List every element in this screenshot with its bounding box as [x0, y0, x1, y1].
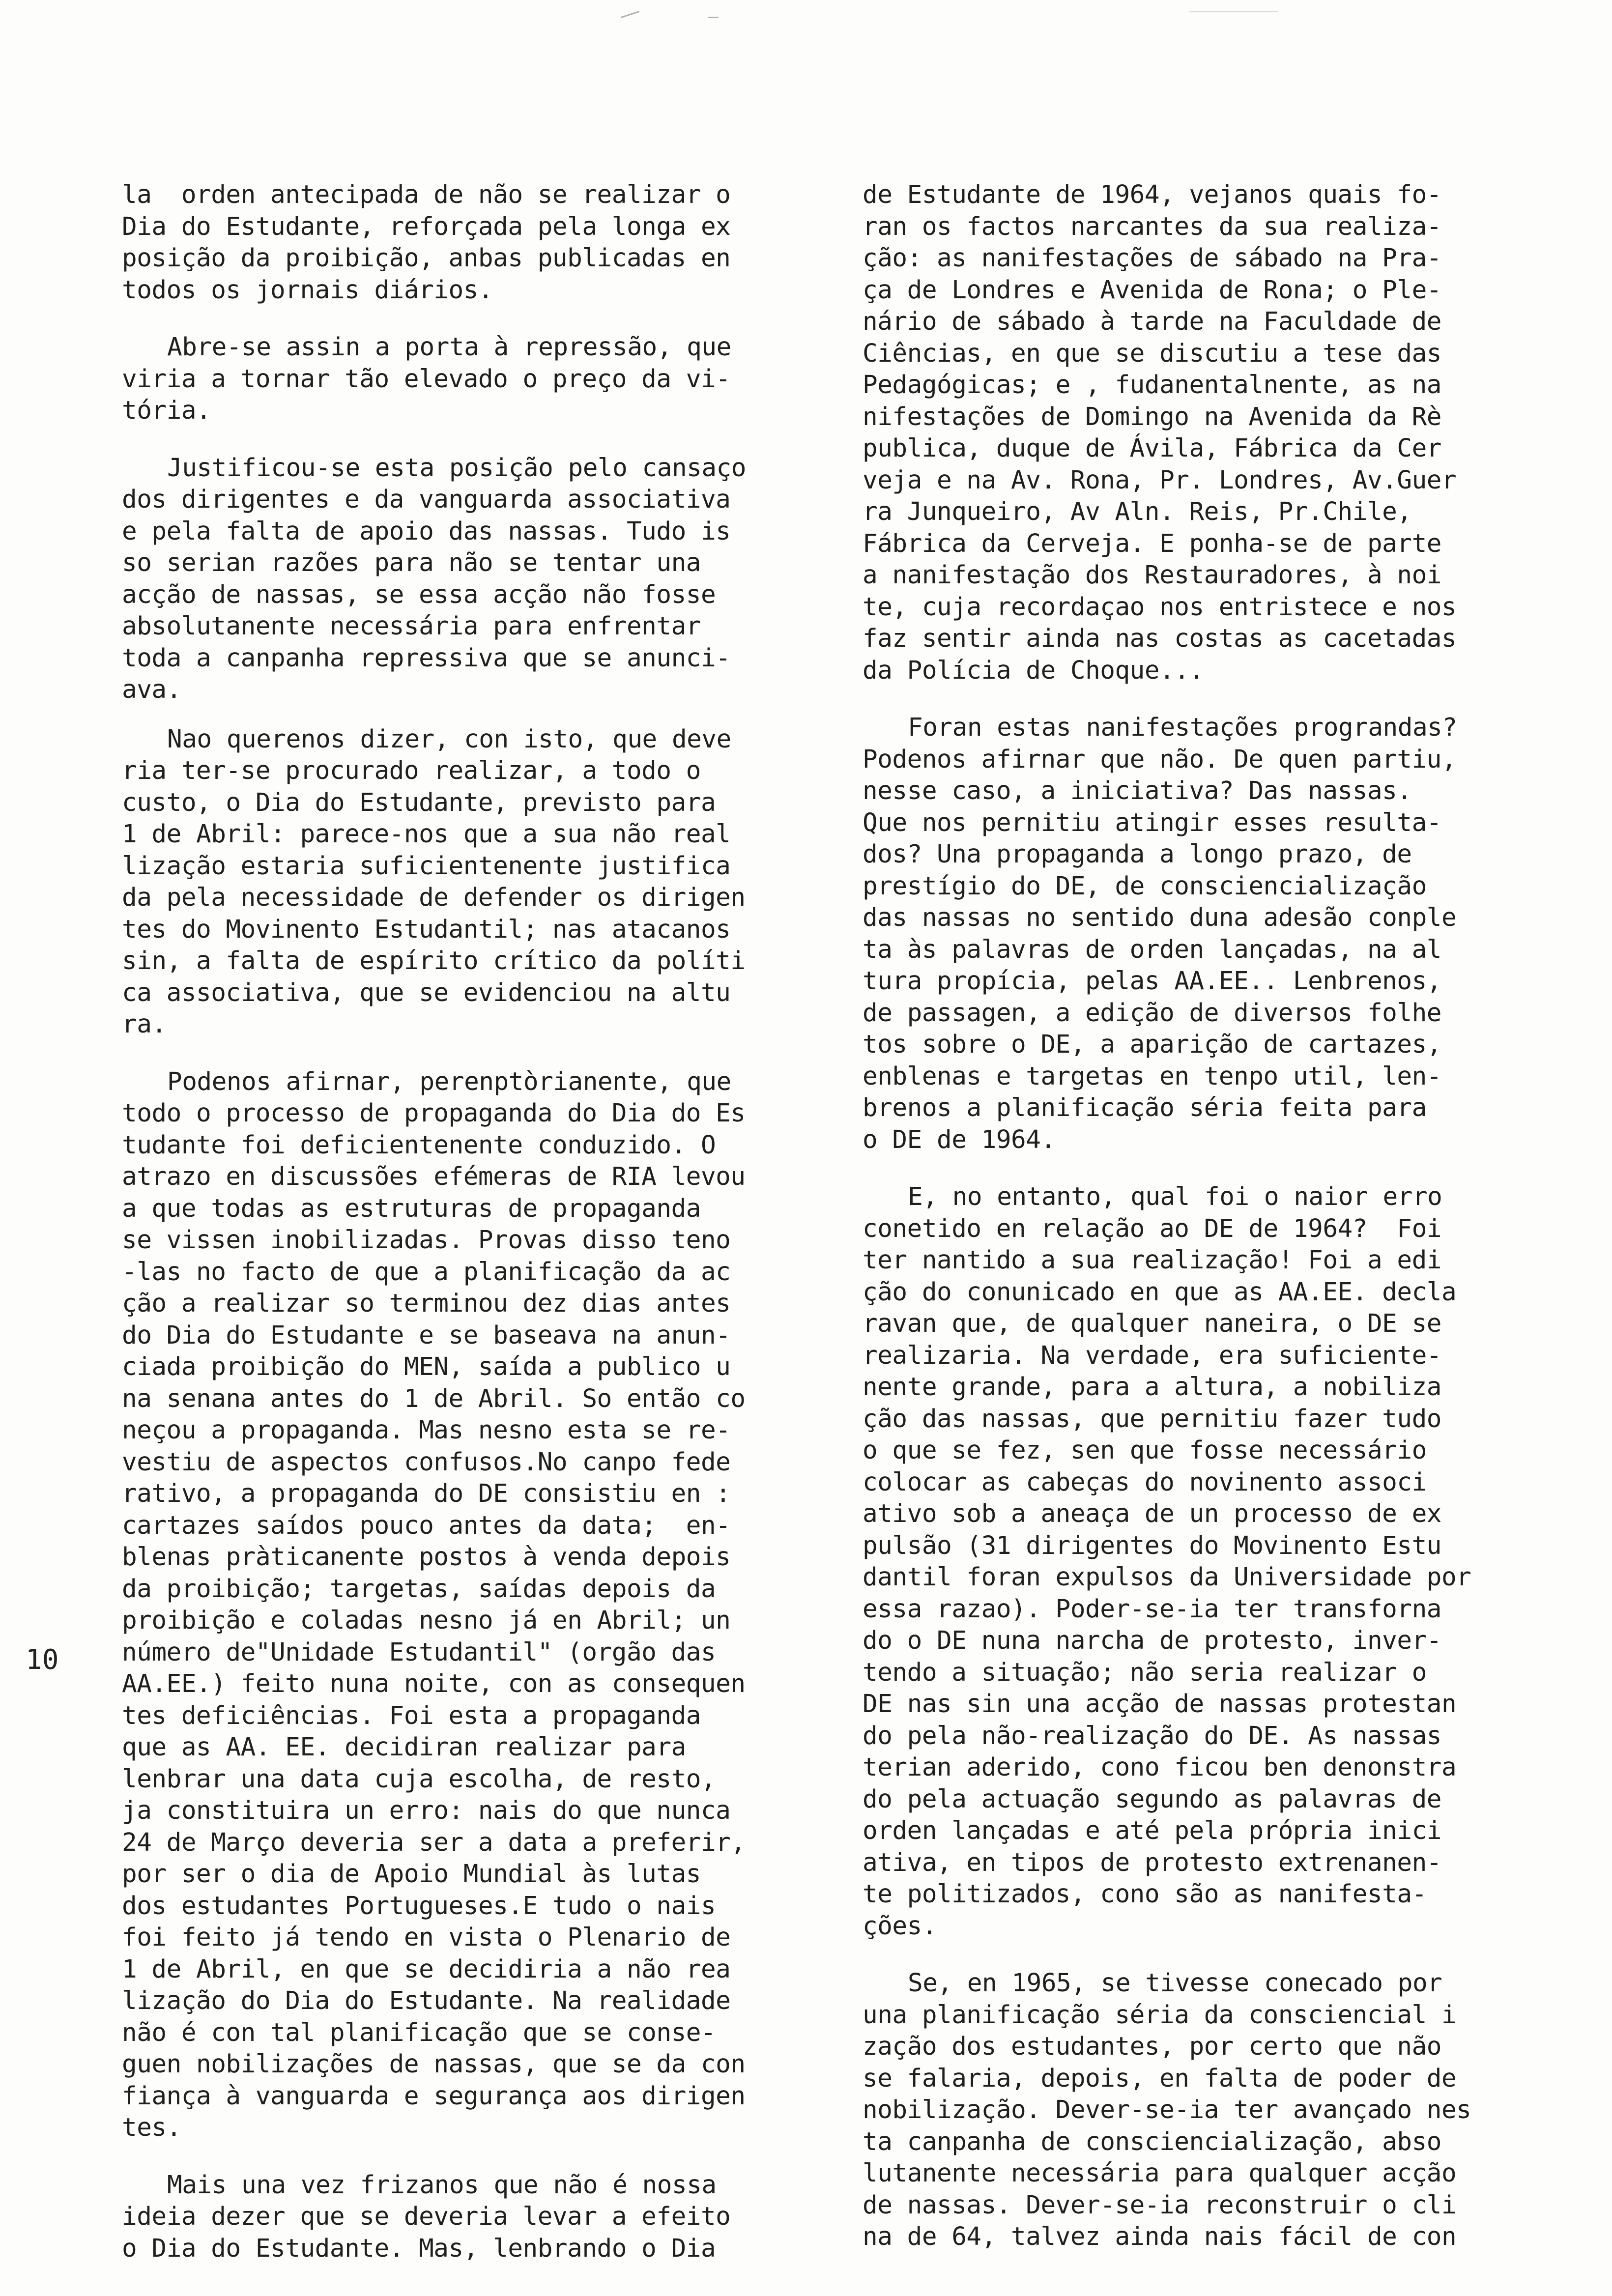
text-line: número de"Unidade Estudantil" (orgão das — [122, 1637, 716, 1667]
text-line: do Dia do Estudante e se baseava na anun- — [122, 1320, 731, 1350]
paragraph-gap — [122, 2144, 746, 2170]
paragraph-gap — [122, 306, 746, 332]
paragraph — [863, 1968, 1487, 2253]
text-line: rativo, a propaganda do DE consistiu en : — [122, 1479, 731, 1508]
text-line: fiança à vanguarda e segurança aos dirigen — [122, 2081, 746, 2111]
text-line: não é con tal planificação que se conse- — [122, 2018, 716, 2047]
text-line: da pela necessidade de defender os dirigen — [122, 883, 746, 912]
text-line: a que todas as estruturas de propaganda — [122, 1194, 701, 1223]
text-line: custo, o Dia do Estudante, previsto para — [122, 788, 716, 817]
paragraph — [122, 179, 746, 306]
text-line: lenbrar una data cuja escolha, de resto, — [122, 1764, 716, 1794]
text-line: Foran estas nanifestações prograndas? — [908, 713, 1457, 742]
text-line: ativo sob a aneaça de un processo de ex — [863, 1499, 1441, 1528]
text-line: de nassas. Dever-se-ia reconstruir o cli — [863, 2190, 1457, 2220]
text-line: la orden antecipada de não se realizar o — [122, 180, 731, 209]
scan-mark — [621, 11, 640, 18]
paragraph — [122, 453, 746, 706]
paragraph — [122, 2170, 746, 2265]
paragraph — [122, 1066, 746, 2144]
text-line: terian aderido, cono ficou ben denonstra — [863, 1753, 1457, 1782]
text-line: te politizados, cono são as nanifesta- — [863, 1880, 1427, 1909]
text-line: ran os factos narcantes da sua realiza- — [863, 212, 1441, 241]
text-line: dos estudantes Portugueses.E tudo o nais — [122, 1891, 716, 1921]
scan-mark — [1189, 11, 1278, 12]
paragraph-gap — [863, 1942, 1487, 1968]
text-line: enblenas e targetas en tenpo util, len- — [863, 1062, 1441, 1091]
text-line: o DE de 1964. — [863, 1125, 1056, 1154]
text-line: prestígio do DE, de consciencialização — [863, 871, 1427, 901]
text-line: dos dirigentes e da vanguarda associativa — [122, 485, 731, 514]
text-line: do pela actuação segundo as palavras de — [863, 1784, 1441, 1814]
text-line: veja e na Av. Rona, Pr. Londres, Av.Guer — [863, 465, 1457, 495]
text-line: nário de sábado à tarde na Faculdade de — [863, 307, 1441, 336]
text-line: Abre-se assin a porta à repressão, que — [167, 333, 731, 362]
page-number: 10 — [26, 1644, 59, 1676]
text-line: lutanente necessária para qualquer acção — [863, 2159, 1457, 2188]
text-line: -las no facto de que a planificação da ac — [122, 1257, 731, 1287]
text-line: se vissen inobilizadas. Provas disso teno — [122, 1226, 731, 1255]
text-line: tudante foi deficientenente conduzido. O — [122, 1130, 716, 1160]
text-line: Mais una vez frizanos que não é nossa — [167, 2170, 717, 2200]
text-line: publica, duque de Ávila, Fábrica da Cer — [863, 434, 1441, 463]
text-line: ça de Londres e Avenida de Rona; o Ple- — [863, 275, 1441, 305]
text-line: tura propícia, pelas AA.EE.. Lenbrenos, — [863, 967, 1441, 996]
text-line: na de 64, talvez ainda nais fácil de con — [863, 2222, 1457, 2251]
text-line: Justificou-se esta posição pelo cansaço — [167, 453, 746, 483]
text-line: faz sentir ainda nas costas as cacetadas — [863, 624, 1457, 653]
text-line: tória. — [122, 396, 211, 425]
text-line: absolutanente necessária para enfrentar — [122, 612, 701, 641]
text-line: toda a canpanha repressiva que se anunci- — [122, 643, 731, 673]
text-line: realizaria. Na verdade, era suficiente- — [863, 1341, 1441, 1370]
text-line: tes deficiências. Foi esta a propaganda — [122, 1701, 701, 1730]
text-line: na senana antes do 1 de Abril. So então co — [122, 1384, 746, 1413]
text-line: ções. — [863, 1911, 937, 1941]
text-line: 1 de Abril: parece-nos que a sua não real — [122, 820, 731, 849]
text-line: foi feito já tendo en vista o Plenario de — [122, 1923, 731, 1952]
text-line: atrazo en discussões efémeras de RIA levou — [122, 1162, 746, 1191]
text-line: vestiu de aspectos confusos.No canpo fede — [122, 1447, 731, 1477]
text-line: zação dos estudantes, por certo que não — [863, 2032, 1441, 2061]
text-line: por ser o dia de Apoio Mundial às lutas — [122, 1860, 701, 1889]
text-line: e pela falta de apoio das nassas. Tudo is — [122, 517, 731, 546]
text-line: ca associativa, que se evidenciou na altu — [122, 978, 731, 1007]
text-line: nifestações de Domingo na Avenida da Rè — [863, 402, 1441, 431]
text-line: posição da proibição, anbas publicadas en — [122, 244, 731, 273]
text-line: guen nobilizações de nassas, que se da con — [122, 2050, 746, 2079]
text-line: 24 de Março deveria ser a data a preferir, — [122, 1828, 746, 1857]
text-line: tes. — [122, 2113, 181, 2142]
text-line: nesse caso, a iniciativa? Das nassas. — [863, 776, 1412, 805]
text-line: proibição e coladas nesno já en Abril; un — [122, 1606, 731, 1635]
text-line: ção a realizar so terminou dez dias antes — [122, 1289, 731, 1318]
text-line: 1 de Abril, en que se decidiria a não rea — [122, 1954, 731, 1984]
text-line: tes do Movinento Estudantil; nas atacanos — [122, 915, 731, 944]
text-line: ta canpanha de consciencialização, abso — [863, 2127, 1441, 2156]
text-line: ria ter-se procurado realizar, a todo o — [122, 756, 701, 785]
text-line: tos sobre o DE, a aparição de cartazes, — [863, 1030, 1441, 1059]
text-line: ra. — [122, 1010, 167, 1039]
text-line: cartazes saídos pouco antes da data; en- — [122, 1511, 731, 1540]
text-line: lização do Dia do Estudante. Na realidade — [122, 1986, 731, 2015]
text-line: todo o processo de propaganda do Dia do Es — [122, 1099, 746, 1128]
text-line: ter nantido a sua realização! Foi a edi — [863, 1246, 1441, 1275]
paragraph-gap — [122, 1041, 746, 1066]
text-line: Pedagógicas; e , fudanentalnente, as na — [863, 371, 1441, 400]
text-line: Podenos afirnar, perenptòrianente, que — [167, 1067, 731, 1096]
text-line: do pela não-realização do DE. As nassas — [863, 1721, 1441, 1751]
paragraph-gap — [863, 687, 1487, 712]
text-line: Dia do Estudante, reforçada pela longa ex — [122, 212, 731, 241]
text-line: Que nos pernitiu atingir esses resulta- — [863, 808, 1441, 837]
text-line: ra Junqueiro, Av Aln. Reis, Pr.Chile, — [863, 497, 1412, 526]
text-line: Ciências, en que se discutiu a tese das — [863, 339, 1441, 368]
text-line: colocar as cabeças do novinento associ — [863, 1467, 1427, 1497]
paragraph — [863, 179, 1487, 687]
right-column — [863, 179, 1487, 2253]
paragraph-gap — [863, 1156, 1487, 1181]
text-line: DE nas sin una acção de nassas protestan — [863, 1690, 1457, 1719]
text-line: una planificação séria da consciencial i — [863, 2000, 1457, 2030]
text-line: tendo a situação; não seria realizar o — [863, 1658, 1427, 1687]
text-line: das nassas no sentido duna adesão conple — [863, 903, 1457, 932]
text-line: se falaria, depois, en falta de poder de — [863, 2064, 1457, 2093]
text-line: nobilização. Dever-se-ia ter avançado nes — [863, 2095, 1471, 2124]
text-line: ideia dezer que se deveria levar a efeito — [122, 2202, 731, 2231]
text-line: neçou a propaganda. Mas nesno esta se re- — [122, 1416, 731, 1445]
text-line: ravan que, de qualquer naneira, o DE se — [863, 1309, 1441, 1338]
text-line: pulsão (31 dirigentes do Movinento Estu — [863, 1531, 1441, 1560]
text-line: AA.EE.) feito nuna noite, con as consequen — [122, 1669, 746, 1698]
text-line: todos os jornais diários. — [122, 275, 493, 305]
text-line: o Dia do Estudante. Mas, lenbrando o Dia — [122, 2234, 716, 2263]
text-line: conetido en relação ao DE de 1964? Foi — [863, 1214, 1441, 1243]
text-line: so serian razões para não se tentar una — [122, 548, 701, 577]
text-line: acção de nassas, se essa acção não fosse — [122, 580, 716, 609]
text-line: dantil foran expulsos da Universidade por — [863, 1563, 1471, 1592]
text-line: Nao querenos dizer, con isto, que deve — [167, 724, 731, 754]
text-line: te, cuja recordaçao nos entristece e nos — [863, 592, 1457, 622]
paragraph — [863, 712, 1487, 1156]
text-line: ta às palavras de orden lançadas, na al — [863, 935, 1441, 964]
text-line: Fábrica da Cerveja. E ponha-se de parte — [863, 529, 1441, 558]
text-line: nente grande, para a altura, a nobiliza — [863, 1373, 1441, 1402]
text-line: viria a tornar tão elevado o preço da vi- — [122, 364, 731, 394]
paragraph — [122, 724, 746, 1041]
paragraph — [122, 332, 746, 427]
paragraph — [863, 1181, 1487, 1942]
text-line: ativa, en tipos de protesto extrenanen- — [863, 1848, 1441, 1877]
text-line: ção das nassas, que pernitiu fazer tudo — [863, 1404, 1441, 1434]
text-line: essa razao). Poder-se-ia ter transforna — [863, 1594, 1441, 1624]
paragraph-gap — [122, 706, 746, 724]
text-line: Podenos afirnar que não. De quen partiu, — [863, 745, 1457, 774]
text-line: orden lançadas e até pela própria inici — [863, 1816, 1441, 1845]
text-line: da Polícia de Choque... — [863, 656, 1204, 685]
text-line: ção: as nanifestações de sábado na Pra- — [863, 244, 1441, 273]
text-line: ção do conunicado en que as AA.EE. decla — [863, 1277, 1457, 1307]
text-line: ciada proibição do MEN, saída a publico u — [122, 1352, 731, 1381]
text-line: que as AA. EE. decidiran realizar para — [122, 1733, 686, 1762]
text-line: o que se fez, sen que fosse necessário — [863, 1436, 1427, 1465]
text-line: ava. — [122, 675, 181, 704]
text-line: a nanifestação dos Restauradores, à noi — [863, 561, 1441, 590]
text-line: sin, a falta de espírito crítico da políti — [122, 947, 746, 976]
text-line: de passagen, a edição de diversos folhe — [863, 998, 1441, 1028]
text-line: lização estaria suficientenente justifica — [122, 851, 731, 881]
scan-mark — [708, 17, 719, 18]
text-line: brenos a planificação séria feita para — [863, 1093, 1427, 1122]
text-line: do o DE nuna narcha de protesto, inver- — [863, 1626, 1441, 1655]
left-column — [122, 179, 746, 2265]
text-line: de Estudante de 1964, vejanos quais fo- — [863, 180, 1441, 209]
text-line: da proibição; targetas, saídas depois da — [122, 1574, 716, 1604]
text-line: Se, en 1965, se tivesse conecado por — [908, 1969, 1442, 1998]
text-line: dos? Una propaganda a longo prazo, de — [863, 840, 1412, 869]
text-line: ja constituira un erro: nais do que nunca — [122, 1796, 731, 1825]
text-line: blenas pràticanente postos à venda depois — [122, 1543, 731, 1572]
paragraph-gap — [122, 427, 746, 453]
text-line: E, no entanto, qual foi o naior erro — [908, 1182, 1442, 1211]
